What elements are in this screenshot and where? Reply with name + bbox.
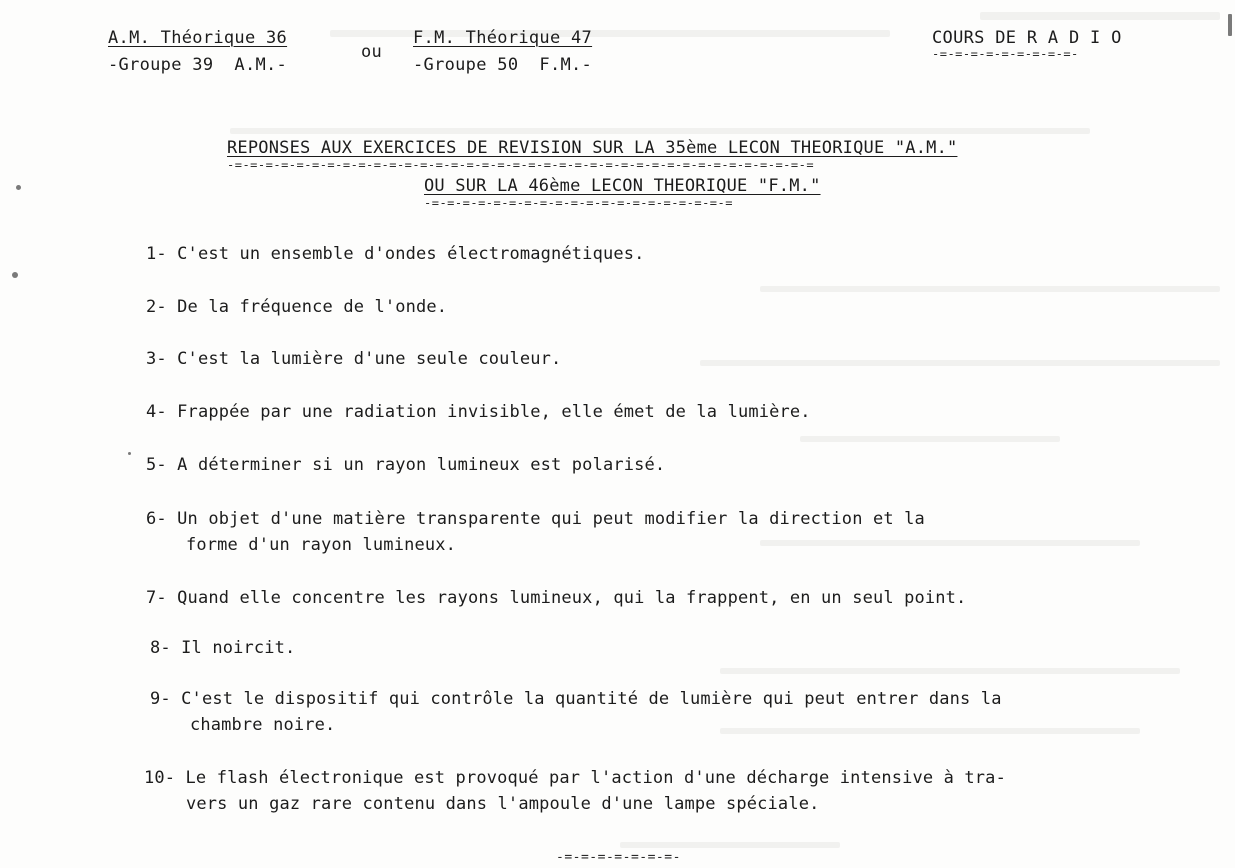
answer-item-4 (146, 399, 811, 425)
answer-number: 8- (150, 638, 171, 658)
answer-text: Le flash électronique est provoqué par l'action d'une décharge intensive à tra- (185, 768, 1006, 788)
answer-item-6-continuation (186, 532, 456, 558)
scan-speck (12, 272, 18, 278)
bleed-through-mark (760, 286, 1220, 292)
header-course-title: COURS DE R A D I O (932, 28, 1122, 48)
answer-text: De la fréquence de l'onde. (177, 297, 448, 317)
document-title-line2: OU SUR LA 46ème LECON THEORIQUE "F.M." (424, 176, 821, 196)
header-fm-group: -Groupe 50 F.M.- (413, 55, 593, 75)
answer-text: A déterminer si un rayon lumineux est polarisé. (177, 455, 666, 475)
bleed-through-mark (720, 668, 1180, 674)
answer-item-9 (150, 686, 1002, 712)
answer-item-10-continuation (186, 791, 819, 817)
bleed-through-mark (620, 842, 840, 848)
answer-number: 4- (146, 402, 167, 422)
scan-speck (128, 452, 131, 455)
answer-number: 1- (146, 244, 167, 264)
answer-text: C'est le dispositif qui contrôle la quantité de lumière qui peut entrer dans la (181, 689, 1002, 709)
footer-rule: -=-=-=-=-=-=-=- (556, 850, 681, 865)
answer-number: 5- (146, 455, 167, 475)
answer-item-10 (144, 765, 1006, 791)
answer-number: 7- (146, 588, 167, 608)
answer-text: Frappée par une radiation invisible, elle émet de la lumière. (177, 402, 811, 422)
bleed-through-mark (980, 12, 1220, 20)
answer-item-5 (146, 452, 665, 478)
answer-item-2 (146, 294, 447, 320)
answer-text: vers un gaz rare contenu dans l'ampoule d'une lampe spéciale. (186, 794, 820, 814)
answer-text: C'est la lumière d'une seule couleur. (177, 349, 562, 369)
answer-text: Quand elle concentre les rayons lumineux, qui la frappent, en un seul point. (177, 588, 967, 608)
bleed-through-mark (720, 728, 1140, 734)
answer-text: forme d'un rayon lumineux. (186, 535, 457, 555)
bleed-through-mark (760, 540, 1140, 546)
answer-number: 2- (146, 297, 167, 317)
document-title-line1: REPONSES AUX EXERCICES DE REVISION SUR LA 35ème LECON THEORIQUE "A.M." (227, 138, 958, 158)
header-am-course: A.M. Théorique 36 (108, 28, 288, 48)
answer-item-9-continuation (190, 712, 335, 738)
answer-text: C'est un ensemble d'ondes électromagnétiques. (177, 244, 645, 264)
bleed-through-mark (700, 360, 1220, 366)
header-or: ou (361, 42, 383, 62)
answer-text: Un objet d'une matière transparente qui peut modifier la direction et la (177, 509, 925, 529)
header-am-group: -Groupe 39 A.M.- (108, 55, 288, 75)
answer-item-6 (146, 506, 925, 532)
answer-item-7 (146, 585, 966, 611)
scan-speck (1228, 14, 1232, 36)
bleed-through-mark (800, 436, 1060, 442)
answer-text: Il noircit. (181, 638, 296, 658)
answer-item-8 (150, 635, 295, 661)
document-title-rule1: -=-=-=-=-=-=-=-=-=-=-=-=-=-=-=-=-=-=-=-=-=-=-=-=-=-=-=-=-=-=-=-=-=-=-=-=-=-= (227, 158, 815, 172)
bleed-through-mark (230, 128, 1090, 134)
document-title-rule2: -=-=-=-=-=-=-=-=-=-=-=-=-=-=-=-=-=-=-=-= (424, 196, 733, 210)
header-course-rule: -=-=-=-=-=-=-=-=-=- (932, 47, 1079, 61)
answer-text: chambre noire. (190, 715, 336, 735)
answer-number: 10- (144, 768, 176, 788)
answer-item-1 (146, 241, 645, 267)
scan-speck (16, 185, 21, 190)
answer-number: 6- (146, 509, 167, 529)
answer-item-3 (146, 346, 561, 372)
header-fm-course: F.M. Théorique 47 (413, 28, 593, 48)
answer-number: 9- (150, 689, 171, 709)
answer-number: 3- (146, 349, 167, 369)
